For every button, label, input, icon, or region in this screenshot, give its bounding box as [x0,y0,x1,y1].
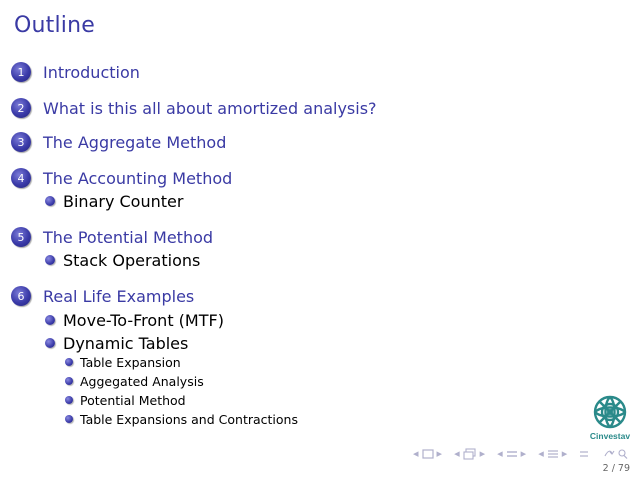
nav-search-icon[interactable] [603,448,629,460]
ball-bullet-icon [65,415,73,423]
outline-section-6[interactable] [11,285,194,307]
section-label: Introduction [43,62,140,82]
outline-subsection[interactable] [45,191,183,211]
nav-subsection-prev-icon[interactable]: ◂ [454,447,460,460]
outline-subsubsection[interactable] [65,354,181,370]
section-number-ball-icon: 2 [11,98,31,118]
outline-subsubsection[interactable] [65,411,298,427]
nav-frame-prev-icon[interactable]: ◂ [413,447,419,460]
outline-section-1[interactable] [11,61,140,83]
nav-section-icon[interactable] [506,449,518,459]
subsection-label: Move-To-Front (MTF) [63,310,224,330]
subsubsection-label: Aggegated Analysis [80,373,204,389]
nav-section-prev-icon[interactable]: ◂ [497,447,503,460]
ball-bullet-icon [65,358,73,366]
page-number: 2 / 79 [602,463,630,474]
subsubsection-label: Table Expansion [80,354,181,370]
outline-subsubsection[interactable] [65,392,186,408]
subsubsection-label: Table Expansions and Contractions [80,411,298,427]
outline-section-4[interactable] [11,167,232,189]
ball-bullet-icon [45,255,55,265]
nav-section-next-icon[interactable]: ▸ [520,447,527,460]
section-number-ball-icon: 3 [11,132,31,152]
section-label: The Potential Method [43,227,214,247]
outline-subsection[interactable] [45,310,224,330]
nav-document-icon[interactable] [579,449,589,459]
nav-subsection-icon[interactable] [463,448,477,460]
subsection-label: Dynamic Tables [63,333,189,353]
outline-section-3[interactable] [11,131,226,153]
nav-slide-prev-icon[interactable]: ◂ [538,447,544,460]
outline-section-5[interactable] [11,226,213,248]
section-number-ball-icon: 5 [11,227,31,247]
ball-bullet-icon [45,338,55,348]
outline-subsection[interactable] [45,333,188,353]
ball-bullet-icon [45,315,55,325]
section-label: The Aggregate Method [43,132,227,152]
subsubsection-label: Potential Method [80,392,186,408]
nav-frame-next-icon[interactable]: ▸ [436,447,443,460]
nav-subsection-next-icon[interactable]: ▸ [479,447,486,460]
section-number-ball-icon: 4 [11,168,31,188]
slide-title: Outline [14,13,95,38]
nav-frame-icon[interactable] [422,449,434,459]
nav-slide-icon[interactable] [547,449,559,459]
navigation-symbols [413,447,629,461]
section-number-ball-icon: 1 [11,62,31,82]
nav-slide-next-icon[interactable]: ▸ [561,447,568,460]
ball-bullet-icon [65,396,73,404]
cinvestav-logo-icon [588,393,632,433]
outline-subsection[interactable] [45,250,200,270]
cinvestav-logo [588,393,632,443]
ball-bullet-icon [45,196,55,206]
logo-text: Cinvestav [589,431,631,441]
section-number-ball-icon: 6 [11,286,31,306]
outline-section-2[interactable] [11,97,377,119]
subsection-label: Binary Counter [63,191,184,211]
outline-subsubsection[interactable] [65,373,204,389]
subsection-label: Stack Operations [63,250,201,270]
section-label: The Accounting Method [43,168,233,188]
section-label: What is this all about amortized analysis? [43,98,377,118]
ball-bullet-icon [65,377,73,385]
section-label: Real Life Examples [43,286,195,306]
